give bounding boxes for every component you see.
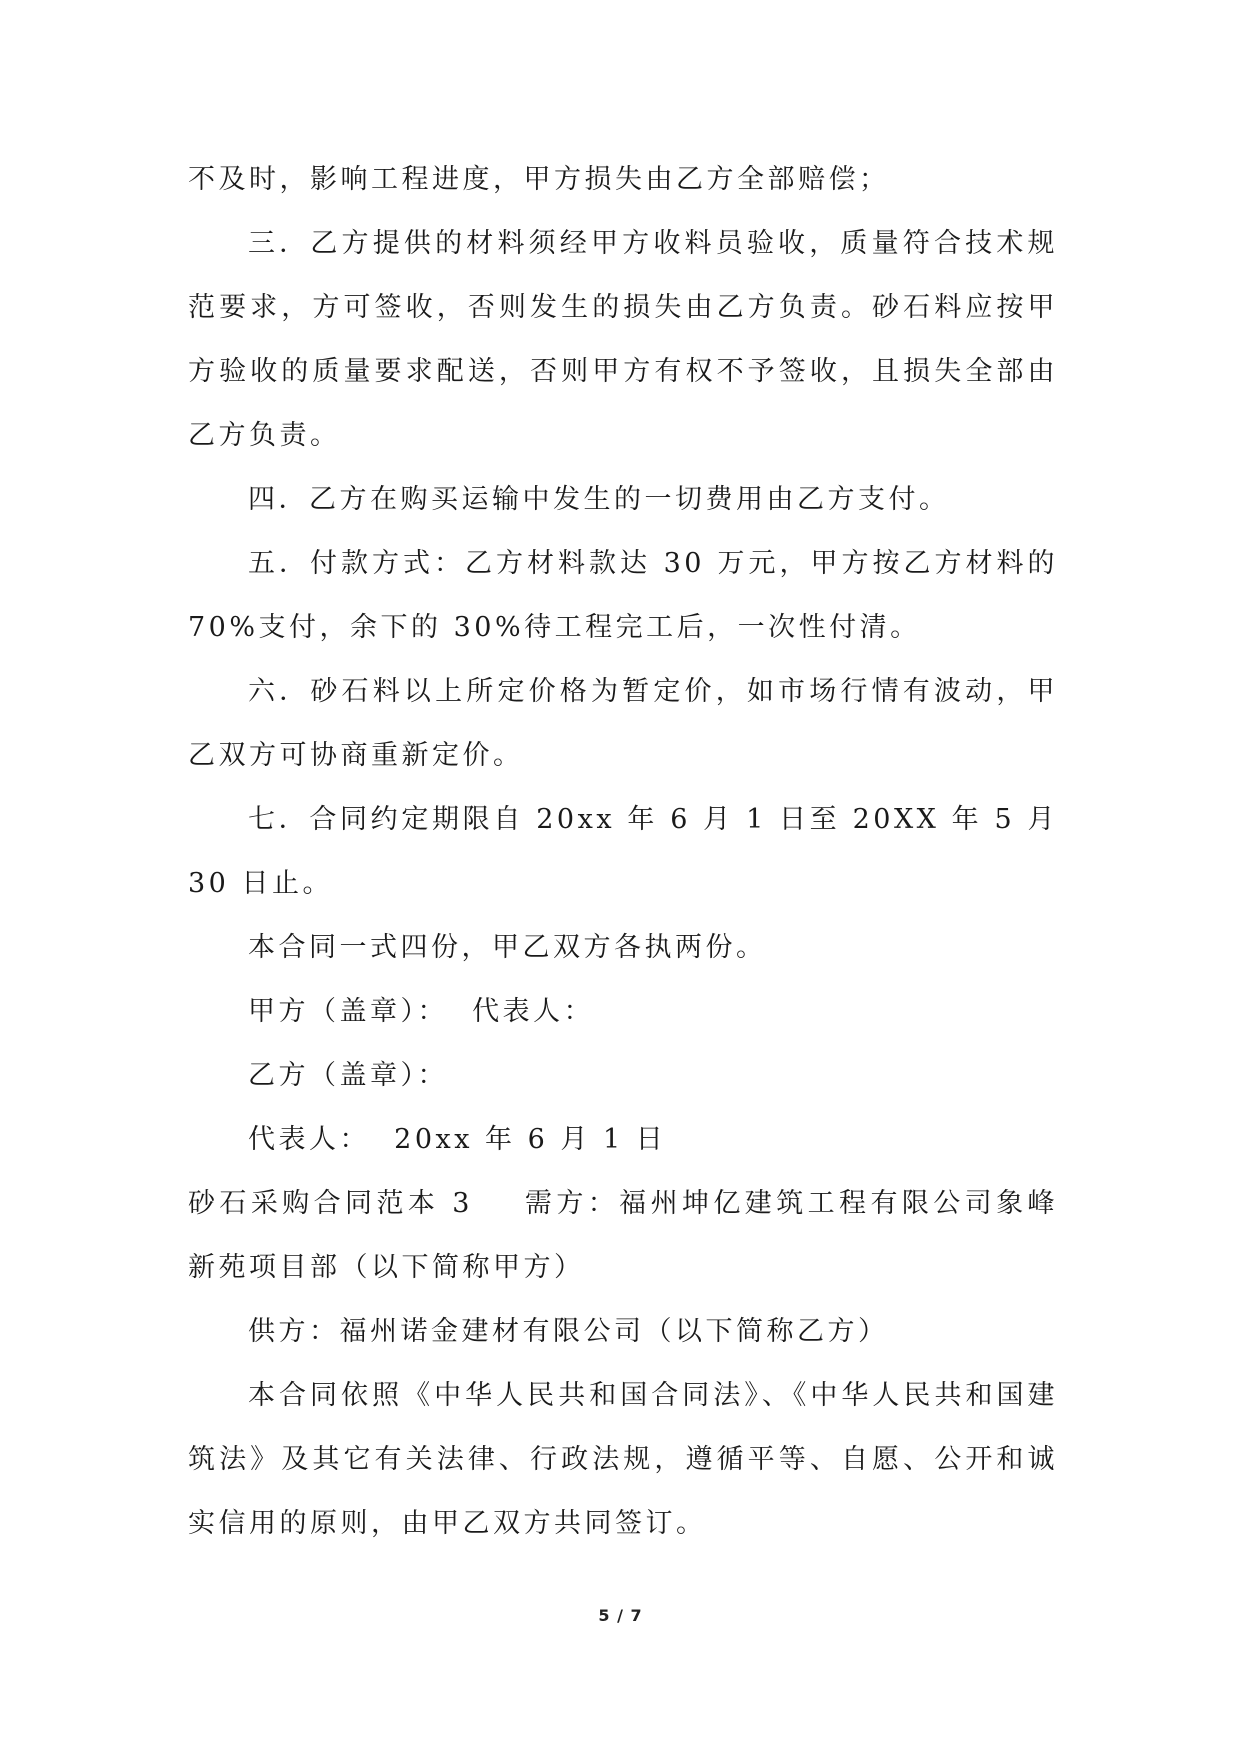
page-number: 5 / 7 [598,1606,643,1625]
signature-party-a: 甲方（盖章）： 代表人： [248,996,595,1027]
document-body [188,148,1071,1556]
paragraph-supplier: 供方：福州诺金建材有限公司（以下简称乙方） [248,1316,889,1347]
paragraph-clause-6: 六．砂石料以上所定价格为暂定价，如市场行情有波动，甲乙双方可协商重新定价。 [188,676,1058,771]
signature-representative-date: 代表人： 20xx 年 6 月 1 日 [248,1124,667,1155]
paragraph-1: 不及时，影响工程进度，甲方损失由乙方全部赔偿； [188,164,890,195]
paragraph-legal-basis: 本合同依照《中华人民共和国合同法》、《中华人民共和国建筑法》及其它有关法律、行政法规，遵循平等、自愿、公开和诚实信用的原则，由甲乙双方共同签订。 [188,1380,1058,1539]
paragraph-clause-7: 七．合同约定期限自 20xx 年 6 月 1 日至 20XX 年 5 月 30 日止。 [188,804,1071,899]
paragraph-copies: 本合同一式四份，甲乙双方各执两份。 [248,932,767,963]
signature-party-b: 乙方（盖章）： [248,1060,448,1091]
contract-3-heading: 砂石采购合同范本 3 需方：福州坤亿建筑工程有限公司象峰新苑项目部（以下简称甲方） [188,1188,1058,1283]
paragraph-clause-3: 三．乙方提供的材料须经甲方收料员验收，质量符合技术规范要求，方可签收，否则发生的损失由乙方负责。砂石料应按甲方验收的质量要求配送，否则甲方有权不予签收，且损失全部由乙方负责。 [188,228,1058,451]
paragraph-clause-5: 五．付款方式：乙方材料款达 30 万元，甲方按乙方材料的 70%支付，余下的 30%待工程完工后，一次性付清。 [188,548,1071,643]
paragraph-clause-4: 四．乙方在购买运输中发生的一切费用由乙方支付。 [248,484,950,515]
